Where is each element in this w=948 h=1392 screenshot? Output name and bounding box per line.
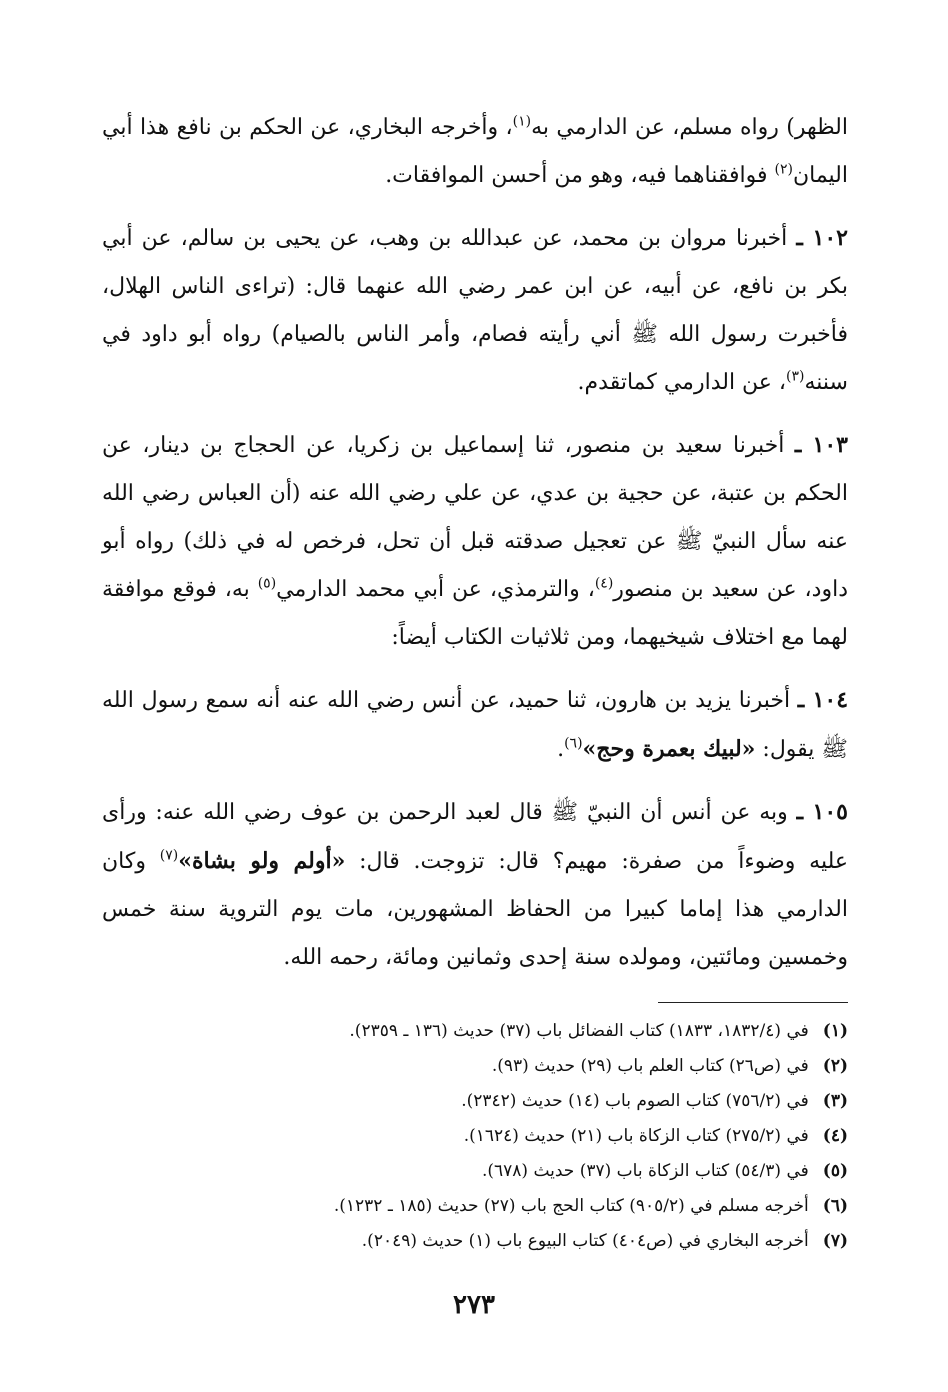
text-run: أخبرنا سعيد بن منصور، ثنا إسماعيل بن زكريا، عن الحجاج بن دينار، عن الحكم بن عتبة، عن حجية بن عدي، عن علي رضي الله عنه (أن العباس رضي الله عنه سأل النبيّ ﷺ عن تعجيل صدقته قبل أن تحل، فرخص له في ذلك) رواه أبو داود، عن سعيد بن منصور: [102, 433, 848, 602]
footnote-number: (٦): [822, 1196, 848, 1216]
footnote-text: في (٥٤/٣) كتاب الزكاة باب (٣٧) حديث (٦٧٨).: [481, 1161, 809, 1181]
hadith-paragraph: [102, 421, 848, 662]
footnote-text: في (٢٧٥/٢) كتاب الزكاة باب (٢١) حديث (١٦٢٤).: [463, 1126, 809, 1146]
text-run: وكان الدارمي هذا إماما كبيرا من الحفاظ المشهورين، مات يوم التروية سنة خمس وخمسين ومائتين، ومولده سنة إحدى وثمانين ومائة، رحمه الله.: [102, 849, 848, 970]
hadith-number: ١٠٥ ـ: [796, 799, 848, 825]
hadith-number: ١٠٣ ـ: [794, 432, 848, 458]
footnote-number: (٣): [822, 1091, 848, 1111]
footnote-item: [102, 1189, 848, 1224]
footnote-text: في (١٨٣٢/٤، ١٨٣٣) كتاب الفضائل باب (٣٧) حديث (١٣٦ ـ ٢٣٥٩).: [349, 1021, 809, 1041]
footnote-text: أخرجه البخاري في (ص٤٠٤) كتاب البيوع باب (١) حديث (٢٠٤٩).: [361, 1231, 809, 1251]
hadith-paragraph: [102, 788, 848, 982]
footnote-number: (٤): [822, 1126, 848, 1146]
hadith-number: ١٠٢ ـ: [796, 225, 848, 251]
footnote-item: [102, 1084, 848, 1119]
text-run: وبه عن أنس أن النبيّ ﷺ قال لعبد الرحمن بن عوف رضي الله عنه: ورأى عليه وضوءاً من صفرة: مهيم؟ قال: تزوجت. قال:: [102, 800, 849, 874]
footnote-number: (٥): [822, 1161, 848, 1181]
text-run: فوافقناهما فيه، وهو من أحسن الموافقات.: [385, 163, 775, 188]
footnotes-list: [102, 1014, 848, 1259]
footnote-divider: [658, 1002, 848, 1003]
footnote-ref[interactable]: (٦): [564, 735, 583, 752]
footnote-item: [102, 1154, 848, 1189]
hadith-number: ١٠٤ ـ: [797, 687, 849, 713]
paragraph-continuation: [102, 104, 848, 200]
footnote-item: [102, 1119, 848, 1154]
footnote-number: (١): [822, 1021, 848, 1041]
footnote-ref[interactable]: (٧): [159, 847, 179, 864]
footnote-number: (٢): [822, 1056, 848, 1076]
text-run: ، عن الدارمي كماتقدم.: [577, 370, 787, 395]
footnote-item: [102, 1049, 848, 1084]
footnote-text: أخرجه مسلم في (٩٠٥/٢) كتاب الحج باب (٢٧) حديث (١٨٥ ـ ١٢٣٢).: [333, 1196, 809, 1216]
hadith-paragraph: [102, 676, 848, 774]
footnote-ref[interactable]: (٢): [774, 161, 793, 178]
text-run: أخبرنا مروان بن محمد، عن عبدالله بن وهب، عن يحيى بن سالم، عن أبي بكر بن نافع، عن أبيه، عن ابن عمر رضي الله عنهما قال: (تراءى الناس الهلال، فأخبرت رسول الله ﷺ أني رأيته فصام، وأمر الناس بالصيام) رواه أبو داود في سننه: [102, 226, 848, 395]
footnote-ref[interactable]: (١): [512, 113, 532, 130]
page-number: ٢٧٣: [453, 1290, 495, 1320]
hadith-paragraph: [102, 214, 848, 407]
footnote-item: [102, 1224, 848, 1259]
quoted-saying: «لبيك بعمرة وحج»: [582, 736, 756, 762]
text-run: ، وأخرجه البخاري، عن الحكم بن نافع هذا أبي اليمان: [102, 115, 848, 188]
footnote-ref[interactable]: (٣): [786, 368, 805, 385]
quoted-saying: «أولم ولو بشاة»: [178, 848, 346, 874]
text-run: الظهر) رواه مسلم، عن الدارمي به: [531, 115, 848, 140]
page-body: [102, 104, 848, 996]
text-run: أخبرنا يزيد بن هارون، ثنا حميد، عن أنس رضي الله عنه أنه سمع رسول الله ﷺ يقول:: [102, 688, 848, 762]
text-run: ، والترمذي، عن أبي محمد الدارمي: [276, 577, 595, 602]
footnote-item: [102, 1014, 848, 1049]
footnote-text: في (٧٥٦/٢) كتاب الصوم باب (١٤) حديث (٢٣٤٢).: [461, 1091, 809, 1111]
footnote-text: في (ص٢٦) كتاب العلم باب (٢٩) حديث (٩٣).: [491, 1056, 809, 1076]
footnote-ref[interactable]: (٤): [594, 575, 614, 592]
footnote-ref[interactable]: (٥): [257, 575, 277, 592]
text-run: .: [557, 737, 565, 762]
footnote-number: (٧): [822, 1231, 848, 1251]
text-run: به، فوقع موافقة لهما مع اختلاف شيخيهما، ومن ثلاثيات الكتاب أيضاً:: [102, 577, 848, 650]
